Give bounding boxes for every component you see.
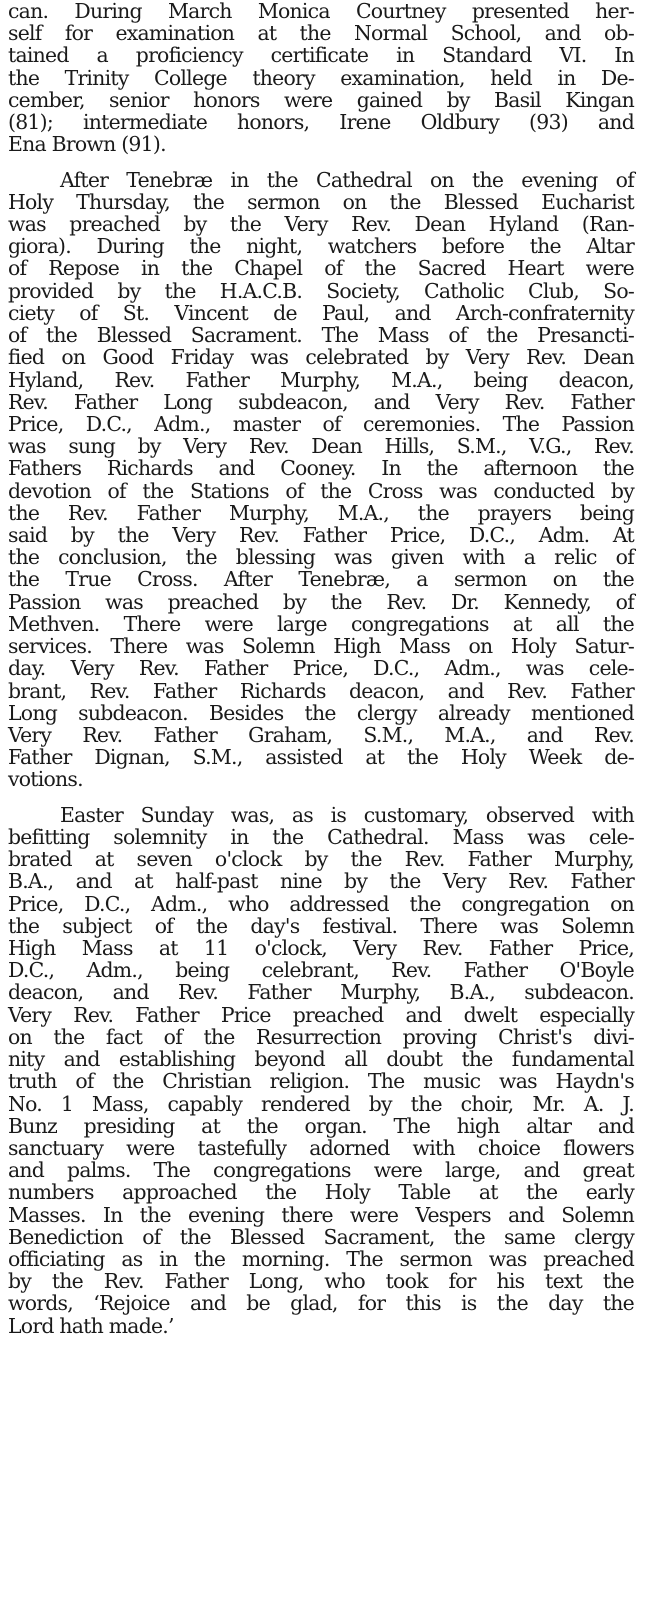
text-line: Passion was preached by the Rev. Dr. Kennedy, of	[8, 589, 634, 614]
text-line: nity and establishing beyond all doubt the fundamental	[8, 1047, 634, 1072]
text-line: services. There was Solemn High Mass on Holy Satur-	[8, 634, 634, 659]
text-line: Very Rev. Father Graham, S.M., M.A., and Rev.	[8, 723, 634, 747]
text-line: Benediction of the Blessed Sacrament, the same clergy	[8, 1224, 634, 1249]
text-line: provided by the H.A.C.B. Society, Catholic Club, So-	[8, 278, 634, 303]
text-line: giora). During the night, watchers before the Altar	[8, 234, 634, 259]
text-line: tained a proficiency certificate in Standard VI. In	[8, 43, 634, 68]
paragraph-gap	[8, 791, 634, 804]
text-line: of the Blessed Sacrament. The Mass of the Presancti-	[8, 323, 634, 348]
text-line: Masses. In the evening there were Vespers and Solemn	[8, 1202, 634, 1227]
text-line: High Mass at 11 o'clock, Very Rev. Father Price,	[8, 935, 634, 960]
text-line: B.A., and at half-past nine by the Very Rev. Father	[8, 869, 634, 894]
paragraph-gap	[8, 156, 634, 169]
text-line: the subject of the day's festival. There was Solemn	[8, 913, 634, 938]
text-line: Lord hath made.’	[8, 1313, 174, 1338]
text-line: the Trinity College theory examination, held in De-	[8, 65, 634, 90]
text-line: can. During March Monica Courtney presented her-	[8, 0, 634, 23]
text-line: of Repose in the Chapel of the Sacred Heart were	[8, 256, 634, 281]
text-line: said by the Very Rev. Father Price, D.C., Adm. At	[8, 523, 634, 548]
text-line: day. Very Rev. Father Price, D.C., Adm., was cele-	[8, 656, 634, 681]
text-line: sanctuary were tastefully adorned with choice flowers	[8, 1135, 634, 1160]
text-line: self for examination at the Normal School, and ob-	[8, 21, 634, 46]
text-line: Hyland, Rev. Father Murphy, M.A., being deacon,	[8, 367, 634, 392]
text-line: Methven. There were large congregations at all the	[8, 611, 634, 636]
text-line: Rev. Father Long subdeacon, and Very Rev. Father	[8, 389, 634, 414]
text-line: After Tenebræ in the Cathedral on the evening of	[60, 167, 634, 192]
text-line: truth of the Christian religion. The music was Haydn's	[8, 1069, 634, 1094]
text-line: fied on Good Friday was celebrated by Very Rev. Dean	[8, 345, 634, 370]
text-line: Holy Thursday, the sermon on the Blessed Eucharist	[8, 189, 634, 214]
text-line: D.C., Adm., being celebrant, Rev. Father O'Boyle	[8, 958, 634, 983]
text-line: numbers approached the Holy Table at the early	[8, 1180, 634, 1205]
text-line: Long subdeacon. Besides the clergy already mentioned	[8, 700, 634, 725]
text-line: Fathers Richards and Cooney. In the afternoon the	[8, 456, 634, 481]
article-column	[8, 0, 634, 1337]
text-line: on the fact of the Resurrection proving Christ's divi-	[8, 1024, 634, 1049]
text-line: cember, senior honors were gained by Basil Kingan	[8, 87, 634, 112]
text-line: and palms. The congregations were large, and great	[8, 1158, 634, 1183]
text-line: the True Cross. After Tenebræ, a sermon on the	[8, 567, 634, 592]
text-line: officiating as in the morning. The sermon was preached	[8, 1247, 634, 1272]
text-line: ciety of St. Vincent de Paul, and Arch-confraternity	[8, 300, 634, 325]
text-line: Father Dignan, S.M., assisted at the Holy Week de-	[8, 745, 634, 770]
text-line: Easter Sunday was, as is customary, observed with	[60, 802, 634, 827]
text-line: words, ‘Rejoice and be glad, for this is the day the	[8, 1291, 634, 1316]
text-line: Bunz presiding at the organ. The high altar and	[8, 1113, 634, 1138]
text-line: befitting solemnity in the Cathedral. Mass was cele-	[8, 824, 634, 849]
text-line: the conclusion, the blessing was given with a relic of	[8, 545, 634, 570]
text-line: brant, Rev. Father Richards deacon, and Rev. Father	[8, 678, 634, 703]
text-line: Ena Brown (91).	[8, 132, 166, 157]
text-line: (81); intermediate honors, Irene Oldbury (93) and	[8, 110, 634, 135]
text-line: Price, D.C., Adm., who addressed the congregation on	[8, 891, 634, 916]
text-line: votions.	[8, 767, 83, 792]
text-line: by the Rev. Father Long, who took for his text the	[8, 1269, 634, 1294]
text-line: the Rev. Father Murphy, M.A., the prayers being	[8, 500, 634, 525]
text-line: deacon, and Rev. Father Murphy, B.A., subdeacon.	[8, 980, 634, 1005]
text-line: Price, D.C., Adm., master of ceremonies. The Passion	[8, 411, 634, 436]
text-line: was preached by the Very Rev. Dean Hyland (Ran-	[8, 211, 634, 236]
text-line: Very Rev. Father Price preached and dwelt especially	[8, 1002, 634, 1027]
text-line: No. 1 Mass, capably rendered by the choir, Mr. A. J.	[8, 1091, 634, 1116]
text-line: brated at seven o'clock by the Rev. Father Murphy,	[8, 847, 634, 872]
text-line: devotion of the Stations of the Cross was conducted by	[8, 478, 634, 503]
text-line: was sung by Very Rev. Dean Hills, S.M., V.G., Rev.	[8, 434, 634, 459]
